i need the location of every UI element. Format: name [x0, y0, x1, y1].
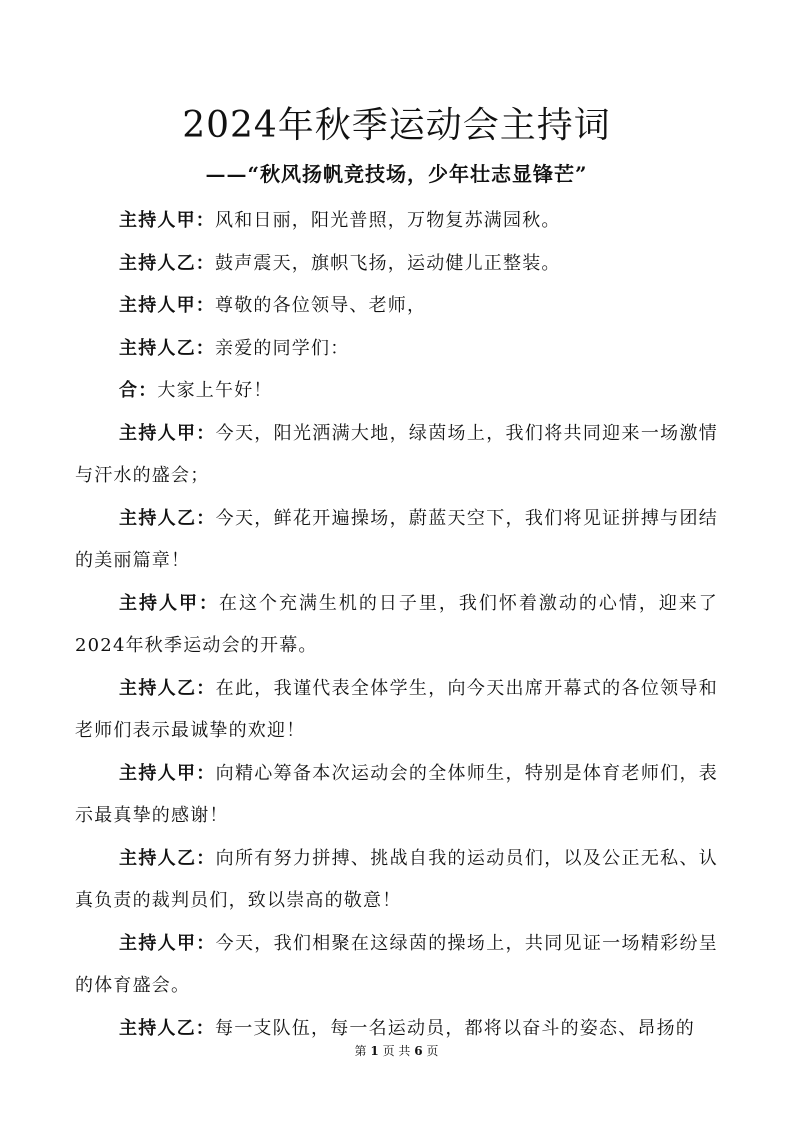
paragraph-text: 今天，鲜花开遍操场，蔚蓝天空下，我们将见证拼搏与团结的美丽篇章！	[75, 507, 719, 571]
paragraph-text: 大家上午好！	[157, 380, 273, 401]
speaker-label: 主持人乙：	[119, 847, 216, 869]
paragraph-text: 风和日丽，阳光普照，万物复苏满园秋。	[215, 210, 561, 231]
speaker-label: 主持人乙：	[119, 252, 215, 274]
paragraph-text: 在此，我谨代表全体学生，向今天出席开幕式的各位领导和老师们表示最诚挚的欢迎！	[75, 677, 719, 741]
paragraph-text: 今天，我们相聚在这绿茵的操场上，共同见证一场精彩纷呈的体育盛会。	[75, 932, 719, 996]
paragraph	[75, 370, 718, 413]
paragraph	[75, 838, 718, 923]
paragraph-text: 每一支队伍，每一名运动员，都将以奋斗的姿态、昂扬的	[215, 1017, 695, 1039]
speaker-label: 主持人甲：	[119, 210, 215, 231]
footer-page-number: 1	[370, 1044, 379, 1058]
paragraph	[75, 328, 718, 371]
paragraph-text: 鼓声震天，旗帜飞扬，运动健儿正整装。	[215, 252, 561, 274]
document-subtitle: ——“秋风扬帆竞技场，少年壮志显锋芒”	[205, 162, 588, 186]
document-title: 2024年秋季运动会主持词	[182, 105, 611, 146]
paragraph	[75, 285, 718, 328]
paragraph-text: 今天，阳光洒满大地，绿茵场上，我们将共同迎来一场激情与汗水的盛会；	[75, 422, 719, 486]
speaker-label: 主持人乙：	[119, 507, 216, 529]
paragraph	[75, 753, 718, 838]
paragraph	[75, 413, 718, 498]
footer-total-pages: 6	[414, 1044, 423, 1058]
speaker-label: 主持人乙：	[119, 677, 216, 699]
paragraph	[75, 923, 718, 1008]
speaker-label: 主持人甲：	[119, 932, 216, 954]
paragraph	[75, 583, 718, 668]
speaker-label: 主持人甲：	[119, 762, 216, 784]
paragraph-text: 向所有努力拼搏、挑战自我的运动员们，以及公正无私、认真负责的裁判员们，致以崇高的敬意！	[75, 847, 719, 911]
paragraph	[75, 498, 718, 583]
footer-suffix: 页	[426, 1044, 439, 1058]
paragraph	[75, 668, 718, 753]
paragraph	[75, 200, 718, 243]
speaker-label: 主持人乙：	[119, 337, 215, 359]
footer-prefix: 第	[354, 1044, 367, 1058]
footer-middle: 页 共	[382, 1044, 411, 1058]
page-footer	[0, 1043, 793, 1059]
paragraph	[75, 243, 718, 286]
paragraph-text: 尊敬的各位领导、老师，	[215, 295, 427, 316]
paragraph-text: 在这个充满生机的日子里，我们怀着激动的心情，迎来了2024年秋季运动会的开幕。	[75, 592, 719, 656]
speaker-label: 合：	[119, 380, 158, 401]
paragraph-text: 向精心筹备本次运动会的全体师生，特别是体育老师们，表示最真挚的感谢！	[75, 762, 719, 826]
speaker-label: 主持人甲：	[119, 422, 216, 444]
speaker-label: 主持人乙：	[119, 1017, 215, 1039]
speaker-label: 主持人甲：	[119, 592, 219, 614]
speaker-label: 主持人甲：	[119, 295, 215, 316]
document-body	[75, 200, 718, 1050]
paragraph-text: 亲爱的同学们：	[215, 337, 350, 359]
